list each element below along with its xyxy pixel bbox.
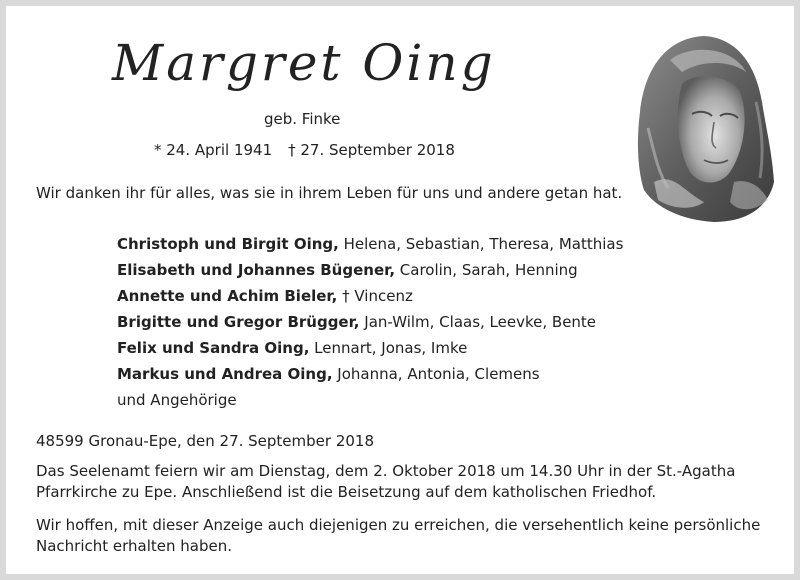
mourner-names: Felix und Sandra Oing, [117, 339, 310, 357]
list-item [117, 286, 623, 312]
death-date: † 27. September 2018 [288, 141, 455, 159]
service-line: Pfarrkirche zu Epe. Anschließend ist die Beisetzung auf dem katholischen Friedhof. [36, 483, 657, 501]
mourner-children: Jan-Wilm, Claas, Leevke, Bente [359, 313, 597, 331]
mourner-children: Carolin, Sarah, Henning [395, 261, 578, 279]
mourner-children: Johanna, Antonia, Clemens [332, 365, 540, 383]
mourner-names: Christoph und Birgit Oing, [117, 235, 339, 253]
madonna-sculpture-image [634, 32, 776, 224]
mourner-children: † Vincenz [337, 287, 413, 305]
life-dates [154, 141, 455, 159]
mourner-children: Helena, Sebastian, Theresa, Matthias [338, 235, 624, 253]
birth-date: * 24. April 1941 [154, 141, 273, 159]
mourner-children: Lennart, Jonas, Imke [309, 339, 468, 357]
closing-note [36, 515, 760, 557]
deceased-name: Margret Oing [112, 34, 496, 92]
list-item [117, 260, 623, 286]
mourner-names: Elisabeth und Johannes Bügener, [117, 261, 396, 279]
mourner-names: Markus und Andrea Oing, [117, 365, 333, 383]
place-date: 48599 Gronau-Epe, den 27. September 2018 [36, 432, 375, 450]
mourner-names: Annette und Achim Bieler, [117, 287, 338, 305]
relatives-line: und Angehörige [117, 391, 237, 409]
list-item [117, 338, 623, 364]
note-line: Nachricht erhalten haben. [36, 537, 233, 555]
list-item [117, 234, 623, 260]
maiden-name: geb. Finke [264, 110, 341, 128]
note-line: Wir hoffen, mit dieser Anzeige auch diejenigen zu erreichen, die versehentlich keine persönliche [36, 516, 761, 534]
list-item [117, 364, 623, 390]
mourner-names: Brigitte und Gregor Brügger, [117, 313, 360, 331]
list-item [117, 312, 623, 338]
thanks-text: Wir danken ihr für alles, was sie in ihrem Leben für uns und andere getan hat. [36, 184, 623, 202]
service-line: Das Seelenamt feiern wir am Dienstag, dem 2. Oktober 2018 um 14.30 Uhr in der St.-Agatha [36, 462, 736, 480]
mourners-list [117, 234, 623, 416]
service-info [36, 461, 735, 503]
